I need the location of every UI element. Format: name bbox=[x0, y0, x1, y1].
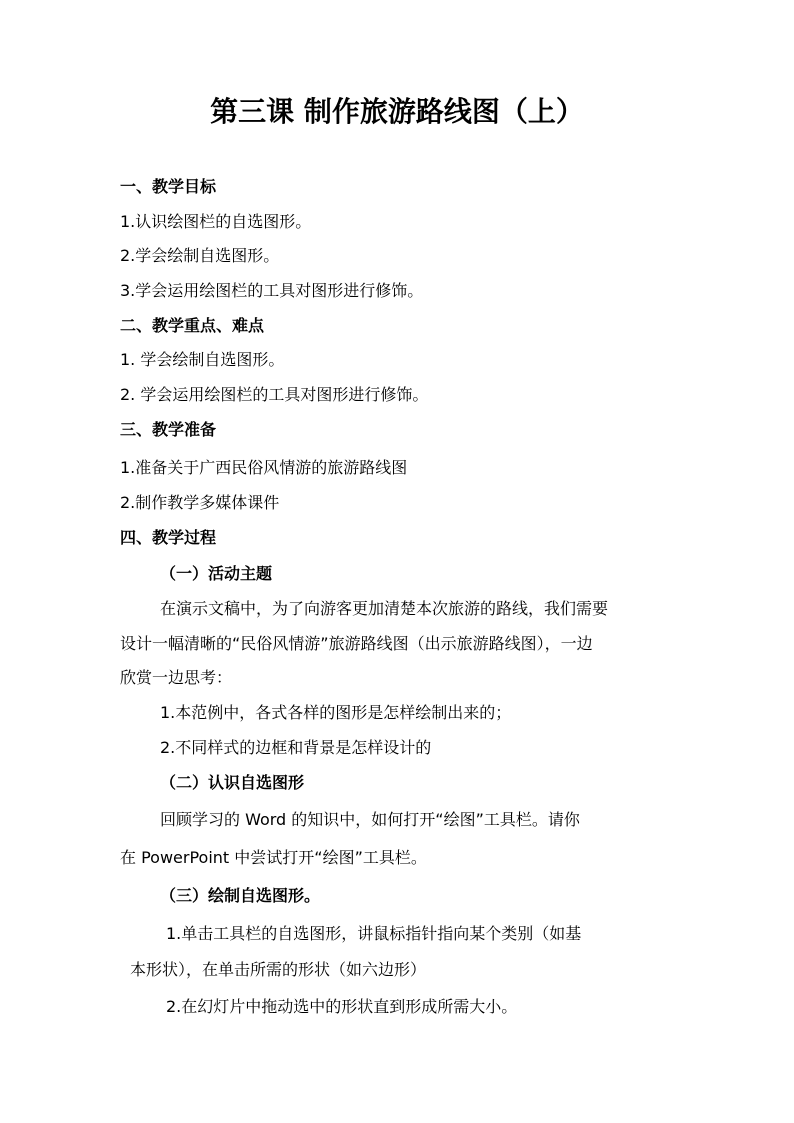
section-heading-process: 四、教学过程 bbox=[120, 528, 217, 547]
section-heading-preparation: 三、教学准备 bbox=[120, 420, 217, 439]
section-heading-key-points: 二、教学重点、难点 bbox=[120, 316, 265, 335]
subsection-heading-activity: （一）活动主题 bbox=[160, 564, 273, 583]
section-heading-goals: 一、教学目标 bbox=[120, 177, 217, 196]
step-item-continued: 本形状），在单击所需的形状（如六边形） bbox=[130, 960, 427, 979]
page-title: 第三课 制作旅游路线图（上） bbox=[210, 95, 584, 128]
paragraph-line: 欣赏一边思考： bbox=[120, 668, 233, 687]
goal-item: 1.认识绘图栏的自选图形。 bbox=[120, 212, 312, 231]
paragraph-line: 在 PowerPoint 中尝试打开“绘图”工具栏。 bbox=[120, 848, 427, 867]
question-item: 2.不同样式的边框和背景是怎样设计的 bbox=[160, 738, 432, 757]
subsection-heading-recognize: （二）认识自选图形 bbox=[160, 773, 305, 792]
subsection-heading-draw: （三）绘制自选图形。 bbox=[160, 886, 321, 905]
prep-item: 2.制作教学多媒体课件 bbox=[120, 493, 280, 512]
goal-item: 3.学会运用绘图栏的工具对图形进行修饰。 bbox=[120, 281, 424, 300]
goal-item: 2.学会绘制自选图形。 bbox=[120, 246, 280, 265]
key-point-item: 2. 学会运用绘图栏的工具对图形进行修饰。 bbox=[120, 385, 429, 404]
paragraph-line: 回顾学习的 Word 的知识中，如何打开“绘图”工具栏。请你 bbox=[160, 810, 580, 829]
question-item: 1.本范例中，各式各样的图形是怎样绘制出来的； bbox=[160, 703, 512, 722]
step-item: 2.在幻灯片中拖动选中的形状直到形成所需大小。 bbox=[166, 997, 518, 1016]
paragraph-line: 在演示文稿中，为了向游客更加清楚本次旅游的路线，我们需要 bbox=[160, 599, 609, 618]
step-item: 1.单击工具栏的自选图形，讲鼠标指针指向某个类别（如基 bbox=[166, 924, 582, 943]
key-point-item: 1. 学会绘制自选图形。 bbox=[120, 350, 285, 369]
prep-item: 1.准备关于广西民俗风情游的旅游路线图 bbox=[120, 458, 408, 477]
paragraph-line: 设计一幅清晰的“民俗风情游”旅游路线图（出示旅游路线图），一边 bbox=[120, 634, 593, 653]
